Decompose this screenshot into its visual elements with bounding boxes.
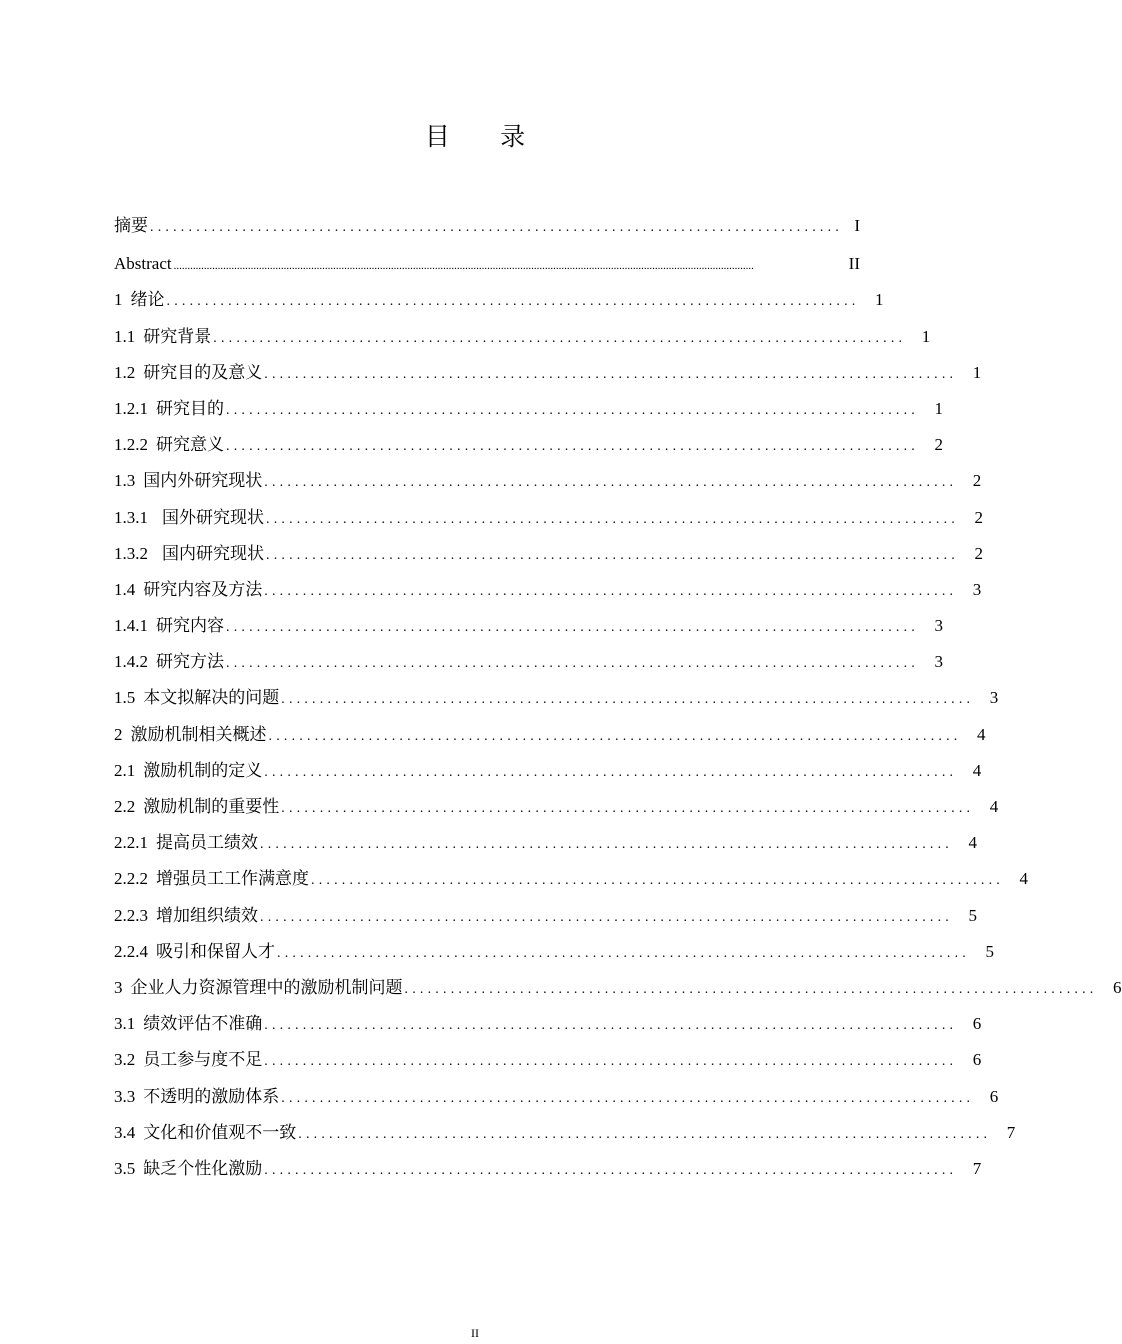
toc-entry-number: 2.2.4 <box>114 941 148 961</box>
leader-dots: .......................................................................................... <box>226 656 919 672</box>
leader-dots: .......................................................................................... <box>281 801 975 816</box>
toc-entry-label: 研究方法 <box>156 652 224 672</box>
toc-entry-label: 缺乏个性化激励 <box>143 1158 263 1178</box>
toc-entry[interactable] <box>114 1042 982 1078</box>
toc-entry-label: 企业人力资源管理中的激励机制问题 <box>130 977 403 997</box>
toc-entry-number: 1.3.1 <box>114 507 148 527</box>
toc-entry-number: 1.3.2 <box>114 543 148 563</box>
leader-dots: .......................................................................................... <box>266 511 959 527</box>
toc-entry-label: 国内外研究现状 <box>143 471 263 491</box>
toc-entry[interactable] <box>114 861 1028 897</box>
toc-entry-number: 1.2.1 <box>114 398 148 418</box>
leader-dots: .......................................................................................... <box>311 873 1004 889</box>
toc-entry[interactable] <box>114 536 983 572</box>
toc-entry-page: 4 <box>989 797 999 816</box>
toc-entry-label: 绪论 <box>130 290 165 310</box>
toc-entry-number: 2 <box>114 724 123 744</box>
toc-entry-page: 5 <box>968 905 977 925</box>
leader-dots: .......................................................................................... <box>264 366 958 382</box>
toc-entry-label: 绩效评估不准确 <box>143 1014 263 1034</box>
leader-dots: .......................................................................................... <box>213 330 907 346</box>
toc-entry[interactable] <box>114 391 943 427</box>
toc-entry-number: 3.1 <box>114 1014 136 1034</box>
toc-entry[interactable] <box>114 1079 999 1115</box>
toc-entry-page: 7 <box>972 1158 982 1178</box>
toc-entry-label: 摘要 <box>114 216 148 235</box>
toc-entry-page: 6 <box>972 1050 982 1070</box>
toc-entry-page: 4 <box>1019 869 1028 889</box>
toc-entry-number: 1.5 <box>114 688 136 708</box>
toc-entry-page: 1 <box>972 362 982 382</box>
toc-entry-label: 研究目的及意义 <box>143 362 263 382</box>
toc-entry-label: 国外研究现状 <box>162 507 264 527</box>
leader-dots: .......................................................................................... <box>166 294 860 310</box>
toc-entry[interactable] <box>114 789 999 825</box>
toc-entry-number: 3 <box>114 977 123 997</box>
toc-entry[interactable] <box>114 319 931 355</box>
toc-entry-number: 3.3 <box>114 1086 136 1106</box>
toc-entry-label: Abstract <box>114 254 172 274</box>
toc-title: 目 录 <box>424 124 548 151</box>
toc-entry-number: 2.1 <box>114 760 136 780</box>
leader-dots: .......................................................................................... <box>266 547 959 563</box>
toc-entry[interactable] <box>114 1115 1016 1151</box>
toc-entry-page: 4 <box>968 833 977 853</box>
toc-entry-page: 4 <box>977 724 986 744</box>
toc-entry-number: 2.2 <box>114 797 136 816</box>
leader-dots: .......................................................................................... <box>260 837 953 853</box>
leader-dots: .......................................................................................... <box>264 1054 958 1070</box>
toc-entry-page: 1 <box>875 290 884 310</box>
toc-entry-label: 文化和价值观不一致 <box>143 1122 297 1142</box>
toc-entry-page: 3 <box>972 579 982 599</box>
toc-entry[interactable] <box>114 970 1122 1006</box>
toc-entry[interactable] <box>114 825 977 861</box>
toc-entry-number: 1.3 <box>114 471 136 491</box>
toc-entry-label: 激励机制的重要性 <box>143 797 280 816</box>
toc-entry[interactable] <box>114 572 982 608</box>
toc-entry-page: 6 <box>989 1086 999 1106</box>
toc-entry-number: 2.2.1 <box>114 833 148 853</box>
toc-entry-page: 3 <box>934 652 943 672</box>
toc-entry-label: 吸引和保留人才 <box>156 941 275 961</box>
toc-entry-label: 研究内容及方法 <box>143 579 263 599</box>
toc-entry-number: 1.4.2 <box>114 652 148 672</box>
leader-dots: .......................................................................................... <box>264 475 958 491</box>
toc-entry[interactable] <box>114 753 982 789</box>
toc-entry-label: 研究内容 <box>156 616 224 636</box>
toc-entry-page: 6 <box>1113 977 1122 997</box>
toc-entry[interactable] <box>114 608 943 644</box>
toc-entry-number: 3.2 <box>114 1050 136 1070</box>
toc-entry-label: 研究目的 <box>156 398 224 418</box>
toc-entry-page: 1 <box>921 326 931 346</box>
toc-entry[interactable] <box>114 717 986 753</box>
toc-entry[interactable] <box>114 1151 982 1187</box>
toc-entry-label: 提高员工绩效 <box>156 833 258 853</box>
toc-entry-page: 5 <box>985 941 994 961</box>
toc-entry-label: 激励机制的定义 <box>143 760 263 780</box>
toc-entry-page: 2 <box>974 543 983 563</box>
toc-entry-page: 2 <box>934 435 943 455</box>
toc-entry-label: 不透明的激励体系 <box>143 1086 280 1106</box>
toc-entry-number: 3.4 <box>114 1122 136 1142</box>
toc-entry-label: 增强员工工作满意度 <box>156 869 309 889</box>
toc-entry-number: 2.2.3 <box>114 905 148 925</box>
toc-entry-page: 2 <box>974 507 983 527</box>
toc-entry-page: 2 <box>972 471 982 491</box>
toc-entry[interactable] <box>114 500 983 536</box>
page-number-footer: II <box>471 1326 479 1340</box>
leader-dots: .......................................................................................... <box>226 402 919 418</box>
toc-entry-page: 3 <box>934 616 943 636</box>
leader-dots: .......................................................................................... <box>260 909 953 925</box>
table-of-contents <box>114 208 1122 1187</box>
leader-dots: ................................................................................................................................................................................................................... <box>173 260 754 273</box>
leader-dots: .......................................................................................... <box>264 764 958 780</box>
toc-entry-number: 1.4.1 <box>114 616 148 636</box>
leader-dots: .......................................................................................... <box>298 1126 992 1142</box>
toc-entry[interactable] <box>114 463 982 499</box>
toc-entry-number: 1.2.2 <box>114 435 148 455</box>
toc-entry[interactable] <box>114 355 982 391</box>
leader-dots: .......................................................................................... <box>264 1018 958 1034</box>
toc-entry-label: 研究背景 <box>143 326 212 346</box>
toc-entry-page: 7 <box>1006 1122 1016 1142</box>
leader-dots: .......................................................................................... <box>226 439 919 455</box>
toc-entry[interactable] <box>114 898 977 934</box>
toc-entry-page: 3 <box>989 688 999 708</box>
leader-dots: .......................................................................................... <box>281 692 975 708</box>
leader-dots: .......................................................................................... <box>281 1090 975 1106</box>
toc-entry[interactable] <box>114 282 884 318</box>
leader-dots: .......................................................................................... <box>404 981 1098 997</box>
toc-entry-number: 1.4 <box>114 579 136 599</box>
toc-entry-label: 激励机制相关概述 <box>130 724 267 744</box>
toc-entry-page: I <box>854 216 860 235</box>
toc-entry-label: 研究意义 <box>156 435 224 455</box>
leader-dots: .......................................................................................... <box>277 945 970 961</box>
toc-entry[interactable] <box>114 1006 982 1042</box>
toc-entry[interactable] <box>114 680 999 716</box>
toc-entry-number: 2.2.2 <box>114 869 148 889</box>
leader-dots: .......................................................................................... <box>264 1162 958 1178</box>
toc-entry-label: 国内研究现状 <box>162 543 264 563</box>
toc-entry-label: 本文拟解决的问题 <box>143 688 280 708</box>
toc-entry[interactable] <box>114 934 994 970</box>
toc-entry-label: 员工参与度不足 <box>143 1050 263 1070</box>
leader-dots: .......................................................................................... <box>264 583 958 599</box>
leader-dots: .......................................................................................... <box>268 728 962 744</box>
toc-entry-number: 1.1 <box>114 326 136 346</box>
toc-entry[interactable] <box>114 427 943 463</box>
toc-entry-page: 6 <box>972 1014 982 1034</box>
toc-entry-label: 增加组织绩效 <box>156 905 258 925</box>
toc-entry-page: 1 <box>934 398 943 418</box>
leader-dots: .......................................................................................... <box>226 620 919 636</box>
leader-dots: .......................................................................................... <box>150 220 843 235</box>
toc-entry-abstract-cn[interactable] <box>114 208 860 244</box>
toc-entry-abstract-en[interactable] <box>114 246 860 282</box>
toc-entry-page: II <box>848 254 860 274</box>
toc-entry-page: 4 <box>972 760 982 780</box>
toc-entry-number: 1 <box>114 290 123 310</box>
toc-entry-number: 3.5 <box>114 1158 136 1178</box>
toc-entry-number: 1.2 <box>114 362 136 382</box>
toc-entry[interactable] <box>114 644 943 680</box>
